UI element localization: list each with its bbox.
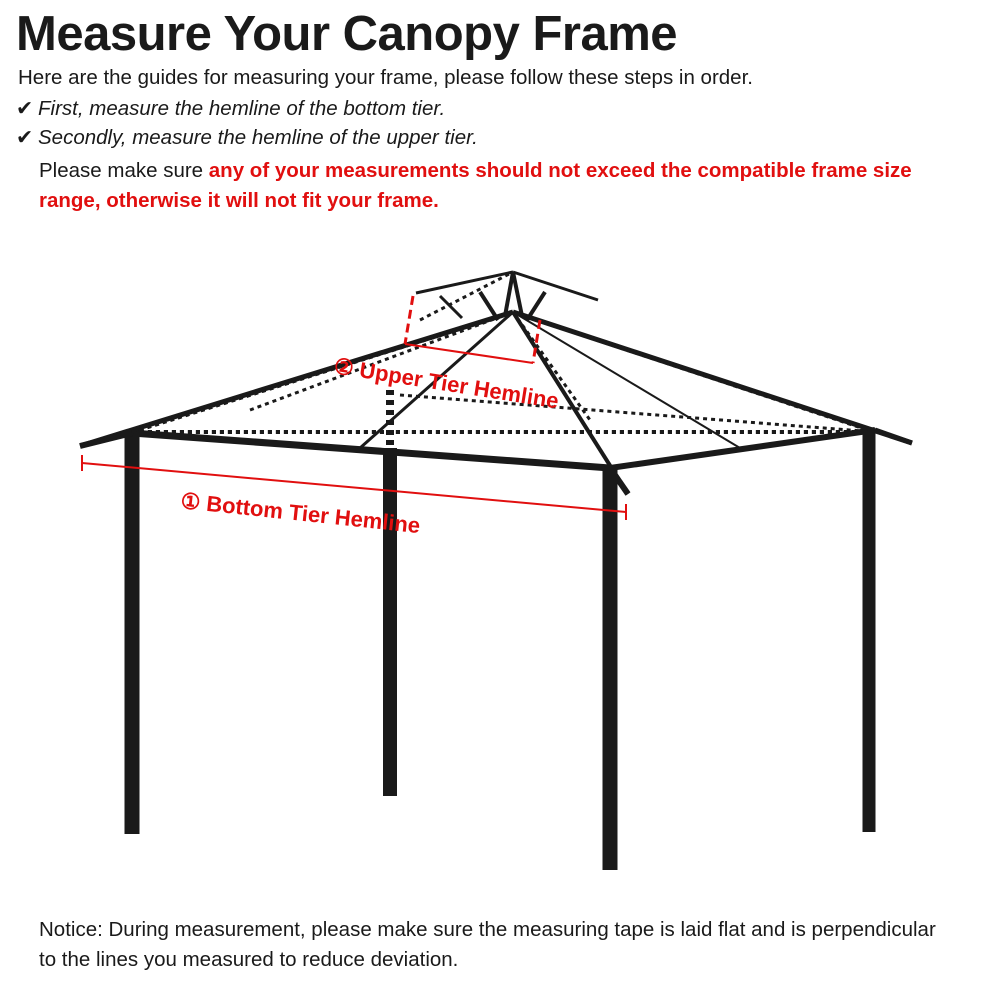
step-2-text: Secondly, measure the hemline of the upper tier. <box>38 126 478 149</box>
warning-highlight: any of your measurements should not exceed the compatible frame size range, otherwise it will not fit your frame. <box>39 159 912 212</box>
bottom-hemline-dotted <box>132 312 875 432</box>
hemline-dots <box>132 272 875 450</box>
cap-left-post <box>480 292 498 320</box>
cap-left-arm <box>416 272 513 293</box>
cap-center-right <box>513 272 522 316</box>
rafter-inner-right <box>513 312 740 448</box>
cap-right-arm <box>513 272 598 300</box>
warning-prefix: Please make sure <box>39 159 209 182</box>
notice-text: Notice: During measurement, please make sure the measuring tape is laid flat and is perpendicular to the lines you measured to reduce deviation. <box>39 918 936 971</box>
bottom-tier-label: ① Bottom Tier Hemline <box>179 488 422 539</box>
inner-dotted-3 <box>400 395 875 432</box>
intro-text: Here are the guides for measuring your frame, please follow these steps in order. <box>18 66 753 89</box>
checkmark-icon: ✔ <box>16 126 34 149</box>
cap-dotted <box>420 272 513 320</box>
checkmark-icon: ✔ <box>16 97 34 120</box>
page-title: Measure Your Canopy Frame <box>16 7 678 61</box>
step-1-text: First, measure the hemline of the bottom tier. <box>38 97 446 120</box>
upper-hemline-tick-left <box>405 296 413 344</box>
upper-tier-label: ② Upper Tier Hemline <box>332 353 561 414</box>
beam-front-right <box>610 430 875 468</box>
bottom-hemline-arrow <box>82 463 626 512</box>
upper-hemline-arrow <box>405 344 533 363</box>
cap-center-left <box>505 272 513 316</box>
frame <box>80 272 912 870</box>
